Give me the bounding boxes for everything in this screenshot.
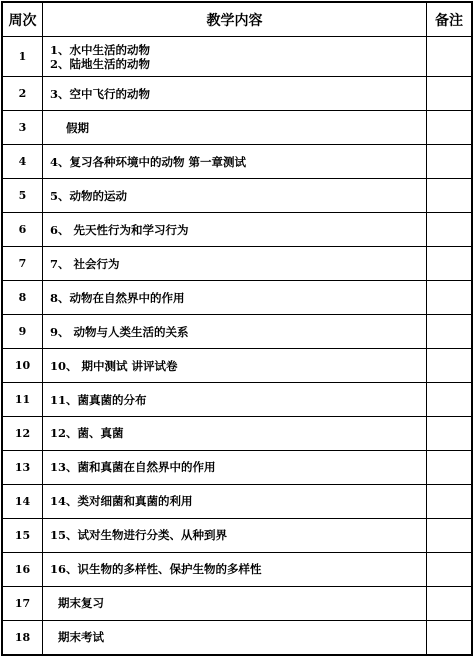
content-cell xyxy=(43,111,427,145)
note-cell xyxy=(427,77,472,111)
content-line: 13、菌和真菌在自然界中的作用 xyxy=(50,460,216,475)
table-row xyxy=(3,77,472,111)
content-line: 期末考试 xyxy=(50,630,105,645)
week-cell: 13 xyxy=(3,450,43,484)
note-cell xyxy=(427,484,472,518)
header-week: 周次 xyxy=(3,3,43,37)
content-line: 1、水中生活的动物 xyxy=(50,42,151,57)
table-row xyxy=(3,417,472,451)
content-line: 4、复习各种环境中的动物 第一章测试 xyxy=(50,154,247,169)
content-cell xyxy=(43,179,427,213)
content-cell xyxy=(43,417,427,451)
table-row xyxy=(3,518,472,552)
content-cell xyxy=(43,281,427,315)
week-cell: 15 xyxy=(3,518,43,552)
week-cell: 11 xyxy=(3,383,43,417)
schedule-sheet xyxy=(1,1,473,656)
content-cell xyxy=(43,213,427,247)
content-line: 12、菌、真菌 xyxy=(50,426,124,441)
week-cell: 18 xyxy=(3,620,43,654)
table-row xyxy=(3,586,472,620)
content-line: 3、空中飞行的动物 xyxy=(50,86,151,101)
note-cell xyxy=(427,179,472,213)
week-cell: 4 xyxy=(3,145,43,179)
header-note: 备注 xyxy=(427,3,472,37)
week-cell: 6 xyxy=(3,213,43,247)
content-cell xyxy=(43,552,427,586)
week-cell: 1 xyxy=(3,37,43,77)
table-row xyxy=(3,145,472,179)
content-cell xyxy=(43,620,427,654)
content-line: 期末复习 xyxy=(50,596,105,611)
table-row xyxy=(3,247,472,281)
note-cell xyxy=(427,383,472,417)
content-line: 假期 xyxy=(50,120,90,135)
note-cell xyxy=(427,518,472,552)
note-cell xyxy=(427,349,472,383)
content-line: 2、陆地生活的动物 xyxy=(50,56,151,71)
note-cell xyxy=(427,37,472,77)
content-line: 10、 期中测试 讲评试卷 xyxy=(50,358,178,373)
table-row xyxy=(3,111,472,145)
content-cell xyxy=(43,247,427,281)
content-cell xyxy=(43,315,427,349)
note-cell xyxy=(427,552,472,586)
week-cell: 7 xyxy=(3,247,43,281)
table-row xyxy=(3,450,472,484)
week-cell: 12 xyxy=(3,417,43,451)
table-row xyxy=(3,552,472,586)
week-cell: 9 xyxy=(3,315,43,349)
note-cell xyxy=(427,620,472,654)
note-cell xyxy=(427,213,472,247)
content-cell xyxy=(43,349,427,383)
schedule-body xyxy=(3,37,472,655)
note-cell xyxy=(427,247,472,281)
week-cell: 10 xyxy=(3,349,43,383)
content-cell xyxy=(43,518,427,552)
note-cell xyxy=(427,450,472,484)
week-cell: 16 xyxy=(3,552,43,586)
content-line: 9、 动物与人类生活的关系 xyxy=(50,324,189,339)
note-cell xyxy=(427,111,472,145)
content-line: 7、 社会行为 xyxy=(50,256,120,271)
week-cell: 17 xyxy=(3,586,43,620)
note-cell xyxy=(427,315,472,349)
table-row xyxy=(3,620,472,654)
week-cell: 8 xyxy=(3,281,43,315)
week-cell: 2 xyxy=(3,77,43,111)
content-line: 16、识生物的多样性、保护生物的多样性 xyxy=(50,562,262,577)
note-cell xyxy=(427,417,472,451)
content-line: 15、试对生物进行分类、从种到界 xyxy=(50,528,228,543)
table-row xyxy=(3,213,472,247)
week-cell: 3 xyxy=(3,111,43,145)
note-cell xyxy=(427,281,472,315)
content-cell xyxy=(43,586,427,620)
content-cell xyxy=(43,145,427,179)
content-cell xyxy=(43,450,427,484)
note-cell xyxy=(427,586,472,620)
table-row xyxy=(3,37,472,77)
content-cell xyxy=(43,484,427,518)
content-line: 14、类对细菌和真菌的利用 xyxy=(50,494,193,509)
table-row xyxy=(3,484,472,518)
header-content: 教学内容 xyxy=(43,3,427,37)
content-cell xyxy=(43,77,427,111)
content-cell xyxy=(43,383,427,417)
teaching-schedule-table xyxy=(2,2,472,655)
content-line: 5、动物的运动 xyxy=(50,188,128,203)
content-line: 6、 先天性行为和学习行为 xyxy=(50,222,189,237)
table-row xyxy=(3,383,472,417)
content-line: 8、动物在自然界中的作用 xyxy=(50,290,185,305)
table-row xyxy=(3,281,472,315)
content-cell xyxy=(43,37,427,77)
table-row xyxy=(3,349,472,383)
table-row xyxy=(3,179,472,213)
note-cell xyxy=(427,145,472,179)
week-cell: 14 xyxy=(3,484,43,518)
table-row xyxy=(3,315,472,349)
week-cell: 5 xyxy=(3,179,43,213)
header-row xyxy=(3,3,472,37)
content-line: 11、菌真菌的分布 xyxy=(50,392,147,407)
